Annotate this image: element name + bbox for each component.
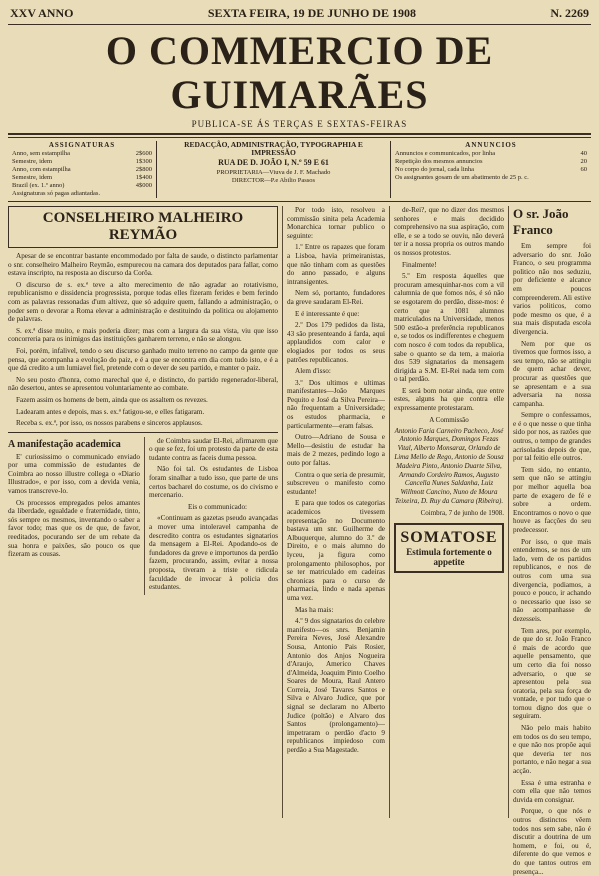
- subs-row: [12, 158, 152, 166]
- subs-note: Assignaturas só pagas adiantadas.: [12, 190, 101, 197]
- article-paragraph: Por todo isto, resolveu a commissão sinita pela Academia Monarchica tornar publico o seguinte:: [287, 206, 385, 240]
- dateline: [8, 4, 591, 25]
- subscriptions-box: [8, 141, 157, 198]
- year-label: XXV ANNO: [10, 6, 74, 20]
- issue-date: SEXTA FEIRA, 19 DE JUNHO DE 1908: [207, 6, 416, 20]
- proprietor: PROPRIETARIA—Viuva de J. F. Machado: [216, 169, 331, 176]
- subs-value: 2$800: [135, 166, 152, 173]
- article-paragraph: Eis o communicado:: [187, 502, 248, 511]
- article-paragraph: Porque, o que nós e outros distinctos vêem todos nos sem sabe, não é discutir a doutrina de um homem, e foi, ou é, diferente do que vemos e do que tantos outros em presença...: [513, 807, 591, 876]
- article-paragraph: 5.º Em resposta áquelles que procuram amesquinhar-nos com a vil calumnia de que fomos nós, é só não se esgotarem do perdão, disse-mos: é certo que a 1081 alumnos matriculados na Universidade, menos 500 estão-a preferência republicanos e, se todos os indifferentes e cheguem com nosco é com todos da republica, sabe o quanto se da tem, a maioria dos 539 signatarios da mensagem dirigida a S.M. El-Rei nada tem com o tal perdão.: [394, 272, 504, 384]
- article-paragraph: 1.º Entre os rapazes que foram a Lisboa, havia primeiranistas, que não tinham com as questões do anno passado, e alguns intransigentes.: [287, 243, 385, 286]
- subs-value: 1$400: [135, 174, 152, 181]
- ads-value: 60: [580, 166, 587, 173]
- article-paragraph: Apesar de se encontrar bastante encommodado por falta de saude, o distincto parlamentar o snr. conselheiro Malheiro Reymão, esmpurecou na camara dos deputados para fallar, como estava inscripto, na resposta ao discurso da Corôa.: [8, 252, 278, 278]
- ads-row: [395, 158, 587, 166]
- subs-label: Anno, sem estampilha: [12, 150, 70, 157]
- newspaper-page: [8, 4, 591, 876]
- ads-label: No corpo do jornal, cada linha: [395, 166, 475, 173]
- divider: [8, 432, 278, 433]
- subs-row: [12, 150, 152, 158]
- article-paragraph: Alem d'isso:: [295, 367, 331, 376]
- subscriptions-title: ASSIGNATURAS: [48, 141, 116, 149]
- columns: [8, 206, 591, 876]
- redaction-heading: REDACÇÃO, ADMINISTRAÇÃO, TYPOGRAPHIA E IMPRESSÃO: [184, 140, 363, 157]
- academic-col-1: [8, 437, 145, 595]
- article-paragraph: 2.º Dos 179 pedidos da lista, 43 são presenteando á farda, aqui applaudidos com calor e elogiados por todos os seus patrões republicanos.: [287, 321, 385, 364]
- ad-title: SOMATOSE: [400, 528, 498, 546]
- article-paragraph: S. ex.ª disse muito, e mais poderia dizer; mas com a largura da sua vista, viu que isso concorreria para os inimigos das instituições ganharem terreno, e não se alongou.: [8, 326, 278, 344]
- article-paragraph: Finalmente!: [402, 260, 437, 269]
- ads-title: ANNUNCIOS: [465, 141, 517, 149]
- article-paragraph: Receba s. ex.ª, por isso, os nossos parabens e sinceros applausos.: [16, 419, 203, 428]
- issue-number: N. 2269: [550, 6, 589, 20]
- ads-label: Repetição dos mesmos annuncios: [395, 158, 483, 165]
- article-paragraph: Não foi tal. Os estudantes de Lisboa foram sinalhar a tudo isso, que parte de uns certos bacharel do costume, os do civismo e mercenario.: [149, 465, 278, 500]
- article-paragraph: Contra o que seria de presumir, subscreveu o manifesto como estudante!: [287, 470, 385, 496]
- academic-col-2: [145, 437, 278, 595]
- ads-value: 40: [580, 150, 587, 157]
- article-paragraph: de-Rei?, que no dizer dos mesmos senhores e mais decidido comprehensivo na sua aspiração, com elle, e se a todo se ouviu, não deverá ter ir a nossa propria os outros mando os nossos protestos.: [394, 206, 504, 257]
- article-paragraph: Não pelo mais habito em todos os do seu tempo, e que não nos propõe aqui que deveria ter nos portanto, e não negar a sua acção.: [513, 724, 591, 776]
- article-paragraph: Nem por que os tivemos que formos isso, a seu tempo, não se attingiu de quem achar dever, procurar as questões que se apresentam e a sua adversaria na nossa campanha.: [513, 339, 591, 408]
- subs-label: Anno, com estampilha: [12, 166, 71, 173]
- subs-label: Semestre, idem: [12, 158, 53, 165]
- ads-box: [391, 141, 591, 198]
- article-paragraph: Por isso, o que mais entendemos, se nos de um lado, vem de os partidos republicanos, e nos de outros com uma sua divergencia, podiamos, a pouco e pouco, ir achando o necessario que isso se não acompanhasse de dezesseis.: [513, 537, 591, 623]
- article-title-academic: A manifestação academica: [8, 438, 121, 450]
- somatose-ad: [394, 523, 504, 573]
- ads-note: Os assignantes gosam de um abatimento de 25 p. c.: [395, 174, 529, 181]
- ads-value: 20: [580, 158, 587, 165]
- article-paragraph: Os processos empregados pelos amantes da liberdade, egualdade e fraternidade, tinto, sós sempre os mesmos, inventando o saber a favor todo; mas que os de que, de favor, reeditados, pocurando ser de um rebate da sua honra e paixões, são pouco os que fizeram as cousas.: [8, 498, 140, 559]
- article-paragraph: Tem ares, por exemplo, de que do sr. João Franco é mais de acordo que aquelle pensamento, que um certo dia foi nosso adversario, o que se apresentou pela sua oratoria, pela sua força de vontade, e por tudo que o tornou digno dos que o seguiram.: [513, 626, 591, 721]
- article-paragraph: «Continuam as gazetas pseudo avançadas a mover uma intoleravel campanha de descredito contra os estudantes signatarios da mensagem a El-Rei. Apodando-os de fundadores da greve e importunos da perdão fazem, procurando, assim, evitar a nossa proposta, tiveram a triste e ridicula faculdade de invocar à policia dos estudantes.: [149, 514, 278, 592]
- academic-section: [8, 437, 278, 595]
- commission-signers: Antonio Faria Carneiro Pacheco, José Antonio Marques, Domingos Fezas Vital, Alberto Monsaraz, Orlando de Lima Mello de Rego, Antonio de Sousa Madeira Pinto, Antonio Duarte Silva, Armando Cordeiro Ramos, Augusto Cancella Nunes Saldanha, Luiz Willmott Cancino, Nuno de Moura Teixeira, D. Ruy da Camara (Ribeira).: [394, 426, 504, 506]
- subs-row: [12, 174, 152, 182]
- letter-dateline: Coimbra, 7 de junho de 1908.: [420, 508, 504, 517]
- column-d: [509, 206, 591, 876]
- director: DIRECTOR—P.e Abilio Passos: [231, 177, 316, 184]
- article-paragraph: No seu posto d'honra, como marechal que é, e distincto, do partido regenerador-liberal, não desertou, antes se apresentou voluntariamente ao combate.: [8, 375, 278, 393]
- address: RUA DE D. JOÃO I, N.º 59 E 61: [218, 158, 329, 167]
- article-paragraph: E será bom notar ainda, que entre estes, alguns ha que contra elle expressamente protestaram.: [394, 386, 504, 413]
- article-paragraph: Tem sido, no entanto, sem que não se attingiu por melhor aquella boa parte de exagero de fé e sobre a ordem. Encontramos o novo o que houve as facções do seu predecessor.: [513, 465, 591, 534]
- article-paragraph: Mas ha mais:: [295, 605, 334, 614]
- article-paragraph: E para que todos os categorias academicos tivessem representação no Documento bastava um snr. Guilherme de Albuquerque, alumno do 3.º de Direito, e o mais alumno do lyceu, ja figura como prolongamento philosophos, por se ter matriculado em cadeiras chronicas para o curso de pharmacia, lindo e nada apenas uma vez.: [287, 499, 385, 602]
- article-paragraph: Em sempre foi adversario do snr. João Franco, o seu programma politico não nos seduziu, por deficiente e alcance em poucos compreenderem. Ali estive varios politicos, como pode mesmo os que, é a sua mais disputada escola divergencia.: [513, 242, 591, 336]
- ad-tagline: Estimula fortemente o appetite: [406, 546, 492, 567]
- subs-row: [12, 166, 152, 174]
- subs-row: [12, 182, 152, 190]
- subs-value: 4$000: [135, 182, 152, 189]
- article-paragraph: E é interessante é que:: [295, 309, 360, 318]
- column-b: [283, 206, 390, 818]
- article-paragraph: Nem só, portanto, fundadores da greve saudaram El-Rei.: [287, 289, 385, 306]
- masthead-subtitle: PUBLICA-SE ÁS TERÇAS E SEXTAS-FEIRAS: [191, 119, 408, 129]
- subs-value: 2$600: [135, 150, 152, 157]
- article-paragraph: Foi, porém, infalivel, tendo o seu discurso ganhado muito terreno no campo da gente que pensa, que acompanha a evolução do paiz, e é a que se encontra em dia com tudo isto, e é a que dá credito a um lumiavel fiel, pretende com o dever de seu partido, e manter o paiz.: [8, 346, 278, 373]
- article-paragraph: Ladearam antes e depois, mas s. ex.ª fatigou-se, e elles fatigaram.: [16, 407, 205, 416]
- article-paragraph: Outro—Adriano de Sousa e Mello—desistiu de estudar ha mais de 2 mezes, pedindo logo a outo por faltas.: [287, 433, 385, 468]
- article-paragraph: E' curiosissimo o communicado enviado por uma commissão de estudantes de Coimbra ao nosso illustre collega o «Diario Illustrado», e por isso, com a devida venia, vamos transcreve-lo.: [8, 452, 140, 496]
- subs-label: Brazil (ex. 1.º anno): [12, 182, 65, 189]
- article-paragraph: O discurso de s. ex.ª teve a alto merecimento de não agradar ao rotativismo, republicanismo e dissidencia progressista, porque todas elles fizeram ferides e bem ferindo com as palavras ressonadas d'um altivez, que só adquire quem, fallando a administração, o poder sem o devorar a Roma elevar a administração e destituindo da politica ou alojamento de palavras.: [8, 280, 278, 324]
- ads-label: Annuncios e communicados, por linha: [395, 150, 496, 157]
- article-paragraph: Fazem assim os homens de bem, ainda que os assaltem os revezes.: [16, 395, 208, 404]
- article-title-joao-franco: O sr. João Franco: [513, 206, 569, 237]
- article-paragraph: 4.º 9 dos signatarios do celebre manifesto—os snrs. Benjamin Pereira Neves, José Alexandre Sousa, Antonio Pais Rosier, Antonio dos Anjos Nogueira d'Araujo, Americo Chaves d'Almeida, Joaquim Pinto Coelho Soares de Moura, Raul Antero Correia, José Tavares Santos e Silva e Alvaro Judice, que por signal se declaram no Alberto Judice (poltão) e Alvaro dos Santos (prolongamento)—impetraram o perdão d'acto 9 republicanos impiedoso com perdão a Sua Magestade.: [287, 617, 385, 755]
- article-paragraph: Essa é uma estranha e com ella que não temos duvida em consignar.: [513, 778, 591, 804]
- ads-row: [395, 150, 587, 158]
- commission-label: A Commissão: [429, 415, 469, 424]
- subs-value: 1$300: [135, 158, 152, 165]
- article-paragraph: Sempre o confessamos, e é o que nesse o que tinha sido por nos, as razões que outros, o tempo de grandes acrisoladas depois de que, por tal feitio elle outros.: [513, 411, 591, 463]
- column-c: [390, 206, 509, 818]
- info-bar: [8, 138, 591, 202]
- column-a: [8, 206, 283, 818]
- article-title-reymao: CONSELHEIRO MALHEIRO REYMÃO: [8, 206, 278, 248]
- ads-row: [395, 166, 587, 174]
- subs-label: Semestre, idem: [12, 174, 53, 181]
- article-paragraph: 3.º Dos ultimos e ultimas manifestantes—João Marques Pequito e José da Silva Pereira—não frequentam a Universidade; os estudos pharmacia, e particularmente—eram falsas.: [287, 378, 385, 430]
- redaction-box: [157, 141, 391, 198]
- masthead-title: O COMMERCIO DE GUIMARÃES: [105, 28, 494, 117]
- article-paragraph: de Coimbra saudar El-Rei, afirmarem que o que se fez, foi um protesto da parte de esta tudante contra as faceis duma pessoa.: [149, 436, 278, 462]
